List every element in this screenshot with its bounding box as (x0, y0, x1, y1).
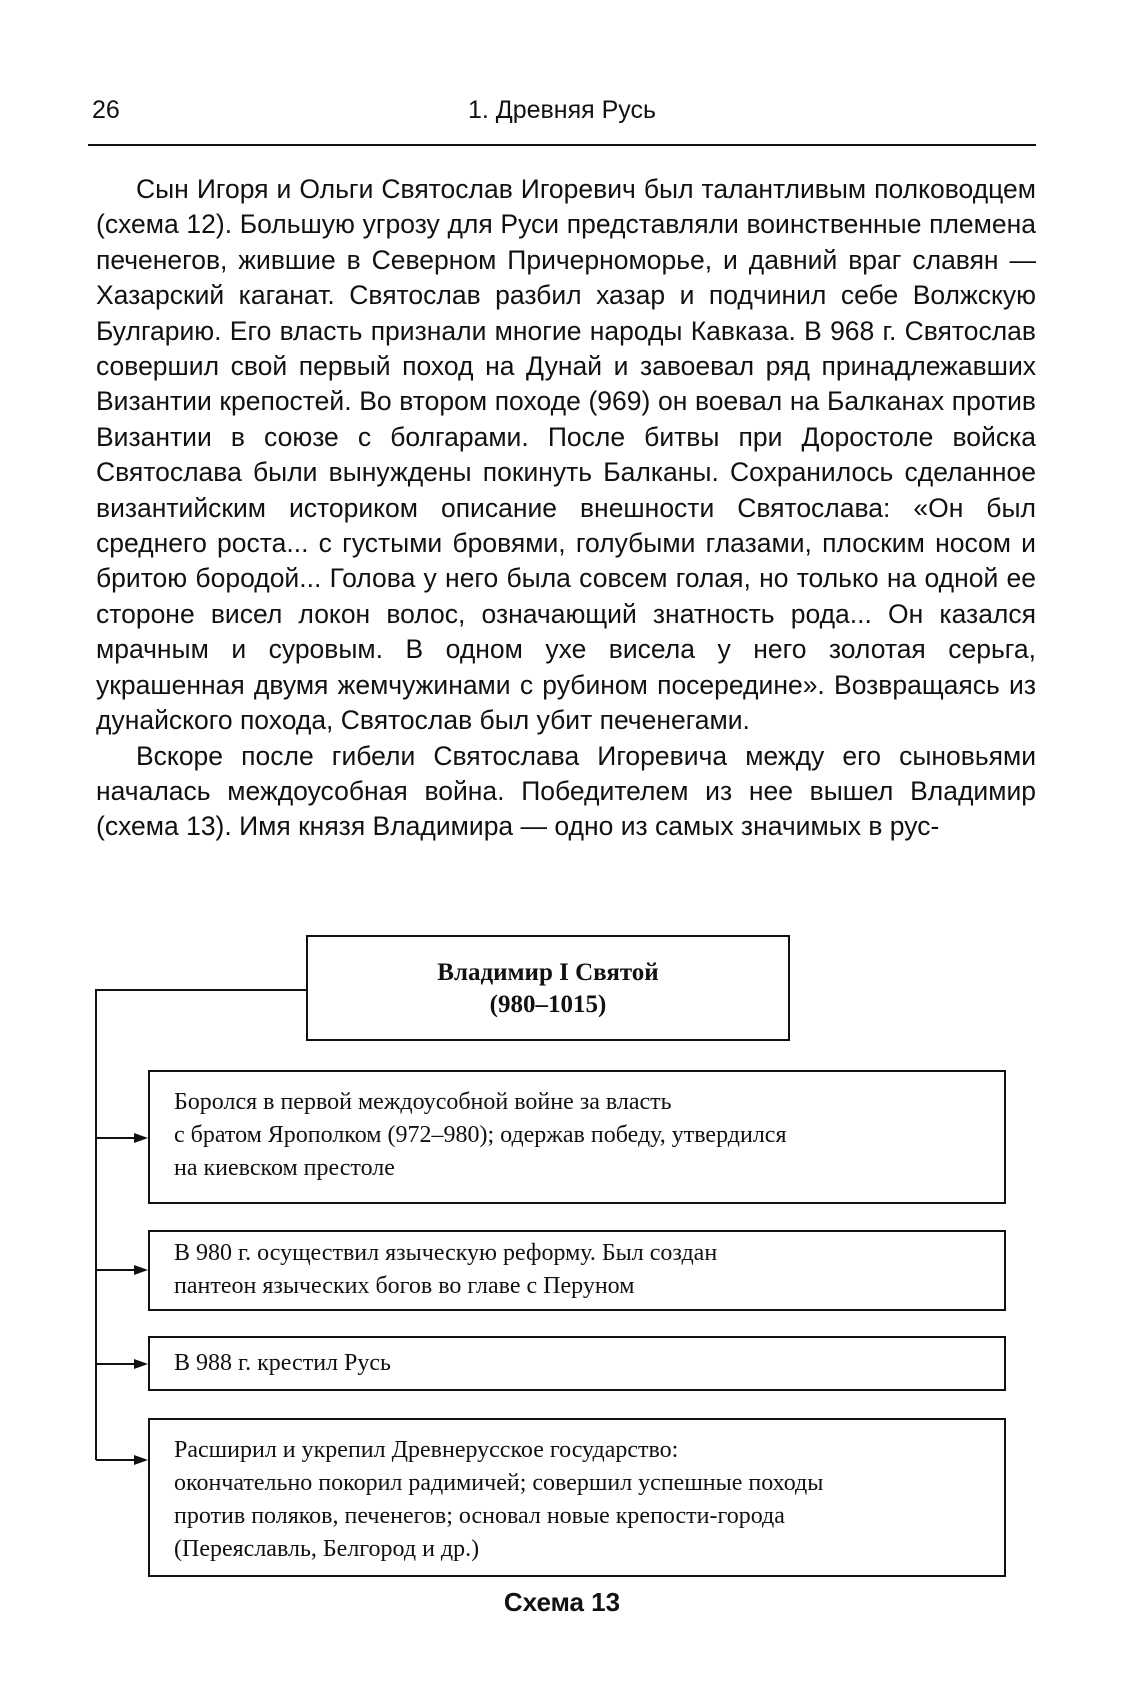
paragraph: Сын Игоря и Ольги Святослав Игоревич был талантливым полководцем (схема 12). Большую угрозу для Руси представляли воинственные племена печенегов, жившие в Северном Причерноморье, и давний враг славян — Хазарский каганат. Святослав разбил хазар и подчинил себе Волжскую Булгарию. Его власть признали многие народы Кавказа. В 968 г. Святослав совершил свой первый поход на Дунай и завоевал ряд принадлежавших Византии крепостей. Во втором походе (969) он воевал на Балканах против Византии в союзе с болгарами. После битвы при Доростоле войска Святослава были вынуждены покинуть Балканы. Сохранилось сделанное византийским историком описание внешности Святослава: «Он был среднего роста... с густыми бровями, голубыми глазами, плоским носом и бритою бородой... Голова у него была совсем голая, но только на одной ее стороне висел локон волос, означающий знатность рода... Он казался мрачным и суровым. В одном ухе висела у него золотая серьга, украшенная двумя жемчужинами с рубином посередине». Возвращаясь из дунайского похода, Святослав был убит печенегами. (96, 174, 1036, 736)
diagram-item-box (148, 1418, 1006, 1577)
diagram-item-line: на киевском престоле (174, 1155, 395, 1181)
paragraph: Вскоре после гибели Святослава Игоревича между его сыновьями началась междоусобная война. Победителем из нее вышел Владимир (схема 13). Имя князя Владимира — одно из самых значимых в рус- (96, 740, 1036, 842)
diagram-years: (980–1015) (489, 991, 607, 1018)
diagram-item-line: В 988 г. крестил Русь (174, 1350, 391, 1376)
diagram-item-line: В 980 г. осуществил языческую реформу. Был создан (174, 1240, 718, 1266)
diagram-item-line: против поляков, печенегов; основал новые крепости-города (174, 1503, 785, 1529)
diagram-title-box (306, 935, 790, 1041)
diagram-item-box (148, 1070, 1006, 1204)
page-number: 26 (92, 96, 120, 124)
diagram-item-line: Расширил и укрепил Древнерусское государство: (174, 1437, 679, 1463)
diagram-item-line: (Переяславль, Белгород и др.) (174, 1536, 480, 1562)
diagram-item-line: с братом Ярополком (972–980); одержав победу, утвердился (174, 1122, 787, 1148)
diagram-title: Владимир I Святой (437, 959, 659, 986)
diagram-item-box (148, 1336, 1006, 1391)
diagram-item-line: окончательно покорил радимичей; совершил успешные походы (174, 1470, 824, 1496)
diagram-caption: Схема 13 (503, 1587, 621, 1617)
diagram-item-box (148, 1230, 1006, 1311)
diagram-item-line: пантеон языческих богов во главе с Перуном (174, 1273, 635, 1299)
running-head: 1. Древняя Русь (467, 96, 657, 124)
diagram-item-line: Боролся в первой междоусобной войне за власть (174, 1089, 672, 1115)
